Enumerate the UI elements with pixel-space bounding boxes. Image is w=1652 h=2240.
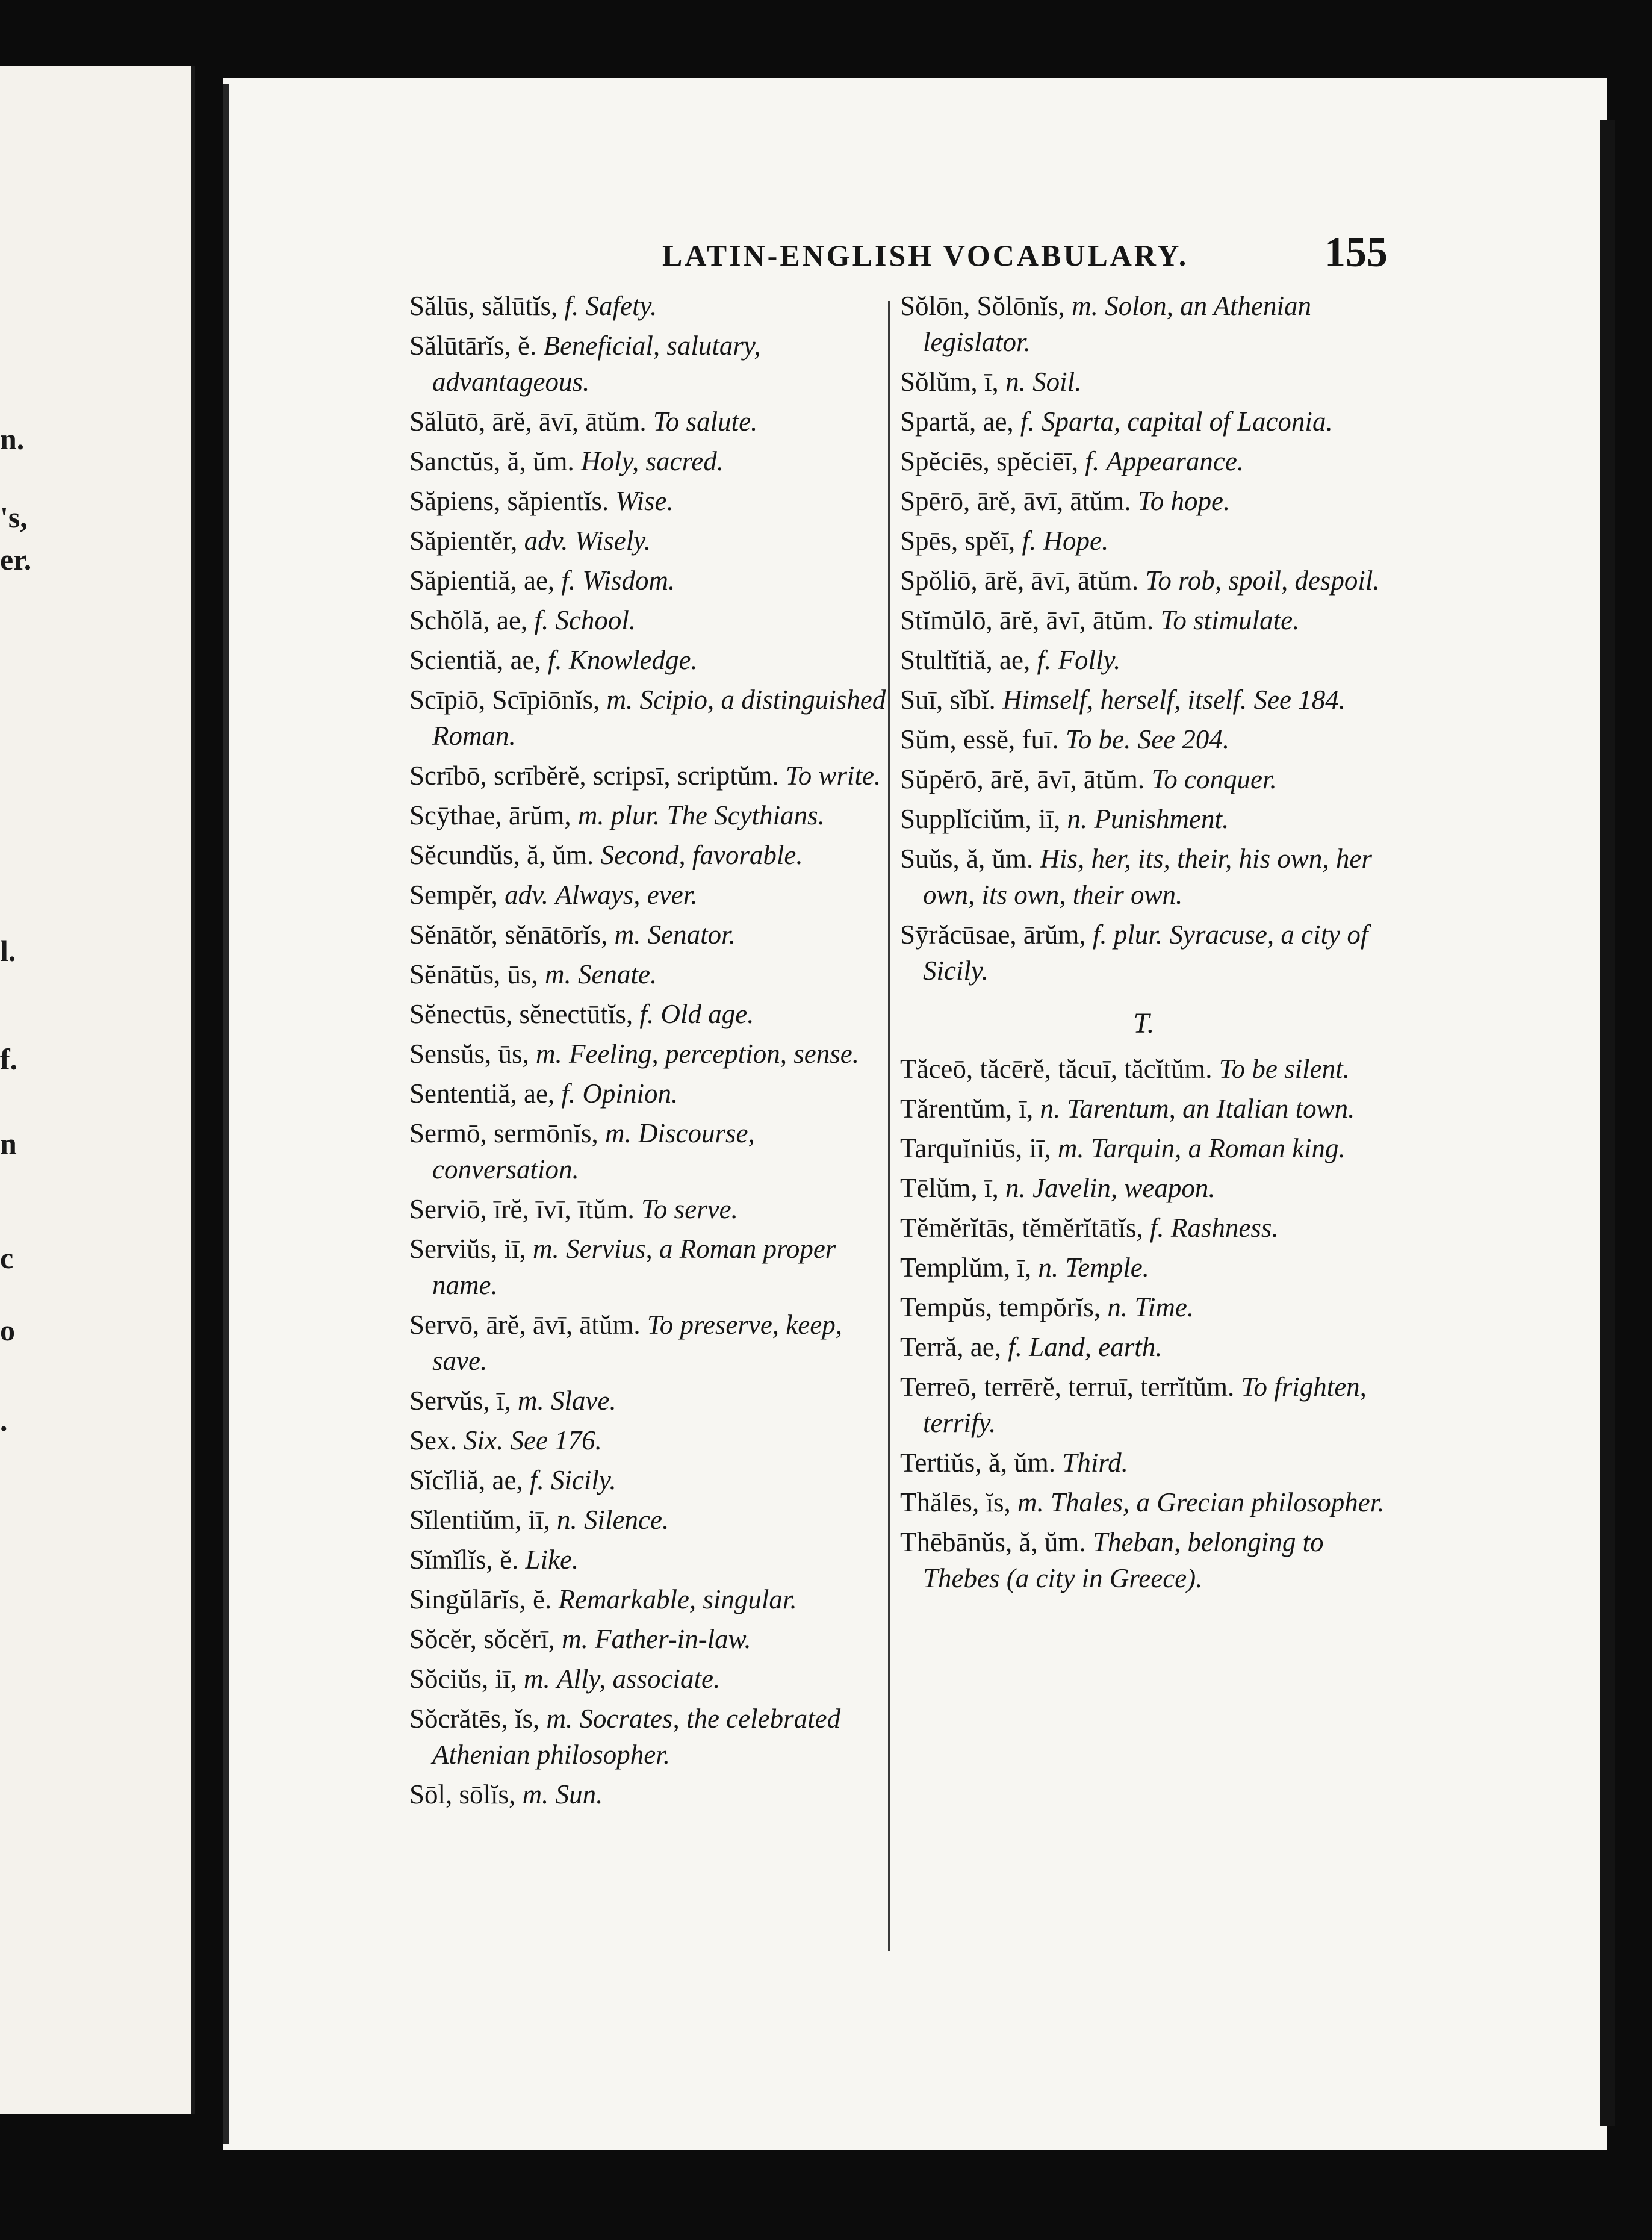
entry-forms: Sŏlōnĭs, — [977, 291, 1065, 321]
entry-headword: Spartă, — [900, 406, 977, 437]
vocab-entry — [900, 483, 1388, 519]
entry-definition: To be. See 204. — [1066, 724, 1230, 754]
vocab-entry — [409, 1036, 891, 1072]
vocab-entry — [409, 288, 891, 324]
entry-forms: ārĕ, āvī, ātŭm. — [492, 406, 647, 437]
entry-headword: Sŏlōn, — [900, 291, 970, 321]
entry-forms: tempŏrĭs, — [999, 1292, 1101, 1322]
vocab-entry — [900, 916, 1388, 989]
entry-forms: ĕ. — [500, 1545, 519, 1575]
entry-forms: essĕ, fuī. — [963, 724, 1059, 754]
entry-grammar: n. — [1038, 1252, 1059, 1283]
vocab-entry — [409, 877, 891, 913]
entry-definition: Folly. — [1058, 645, 1121, 675]
left-page-fragment: . — [0, 1404, 8, 1437]
entry-forms: sermōnĭs, — [494, 1118, 598, 1148]
vocab-entry — [409, 1307, 891, 1379]
entry-grammar: m. — [518, 1386, 544, 1416]
entry-definition: To rob, spoil, despoil. — [1145, 565, 1380, 596]
entry-grammar: f. — [639, 999, 654, 1029]
entry-forms: Scīpiōnĭs, — [492, 685, 600, 715]
entry-headword: Stultĭtiă, — [900, 645, 993, 675]
vocab-entry — [900, 1249, 1388, 1286]
entry-headword: Sensŭs, — [409, 1039, 492, 1069]
entry-definition: Sun. — [555, 1779, 603, 1809]
vocab-entry — [409, 1191, 891, 1227]
entry-headword: Terră, — [900, 1332, 964, 1362]
entry-forms: ārĕ, āvī, ātŭm. — [486, 1310, 641, 1340]
vocab-entry — [409, 1462, 891, 1498]
entry-grammar: n. — [1067, 804, 1088, 834]
vocab-entry — [409, 523, 891, 559]
vocab-entry — [900, 1329, 1388, 1365]
entry-definition: Wisdom. — [582, 565, 675, 596]
entry-headword: Scīpiō, — [409, 685, 486, 715]
entry-headword: Singŭlārĭs, — [409, 1584, 526, 1614]
vocab-entry — [900, 1369, 1388, 1441]
entry-grammar: f. — [1149, 1213, 1164, 1243]
entry-forms: ĕ. — [517, 331, 537, 361]
entry-headword: Schŏlă, — [409, 605, 490, 635]
entry-headword: Scientiă, — [409, 645, 504, 675]
entry-forms: ārĕ, āvī, ātŭm. — [984, 565, 1139, 596]
entry-definition: Senator. — [647, 919, 736, 950]
vocab-entry — [409, 328, 891, 400]
entry-forms: ĭs, — [986, 1487, 1011, 1517]
vocab-entry — [409, 682, 891, 754]
entry-definition: Theban, belonging to Thebes (a city in Greece). — [923, 1527, 1324, 1593]
entry-headword: Sĭcĭliă, — [409, 1465, 486, 1495]
entry-forms: scrībĕrĕ, scripsī, scriptŭm. — [494, 761, 779, 791]
vocab-entry — [900, 443, 1388, 479]
entry-definition: Wisely. — [574, 526, 651, 556]
entry-grammar: f. — [1008, 1332, 1022, 1362]
entry-headword: Sanctŭs, — [409, 446, 501, 476]
vocab-entry — [409, 1776, 891, 1812]
entry-definition: To conquer. — [1151, 764, 1277, 794]
entry-headword: Servŭs, — [409, 1386, 490, 1416]
entry-headword: Spŏliō, — [900, 565, 978, 596]
entry-headword: Tarquĭniŭs, — [900, 1133, 1023, 1163]
entry-definition: Wise. — [615, 486, 674, 516]
entry-definition: Like. — [525, 1545, 579, 1575]
vocab-entry — [409, 1581, 891, 1617]
entry-grammar: m. — [546, 1703, 573, 1734]
entry-forms: ārĕ, āvī, ātŭm. — [977, 486, 1131, 516]
vocab-entry — [900, 1170, 1388, 1206]
entry-forms: ă, ŭm. — [1019, 1527, 1086, 1557]
entry-forms: ă, ŭm. — [988, 1448, 1056, 1478]
vocab-entry — [409, 1700, 891, 1773]
entry-headword: Servō, — [409, 1310, 480, 1340]
entry-headword: Tăceō, — [900, 1054, 974, 1084]
vocab-entry — [900, 721, 1388, 758]
entry-grammar: n. — [1107, 1292, 1128, 1322]
entry-headword: Thălēs, — [900, 1487, 980, 1517]
entry-headword: Spĕciēs, — [900, 446, 990, 476]
entry-grammar: n. — [1005, 1173, 1026, 1203]
entry-headword: Scrībō, — [409, 761, 487, 791]
right-column-s-entries — [900, 288, 1388, 989]
entry-definition: Father-in-law. — [595, 1624, 751, 1654]
entry-headword: Spēs, — [900, 526, 958, 556]
entry-headword: Sĭlentiŭm, — [409, 1505, 522, 1535]
entry-grammar: f. — [561, 1078, 576, 1109]
entry-forms: ūs, — [507, 959, 538, 989]
entry-definition: The Scythians. — [666, 800, 825, 830]
vocab-entry — [900, 403, 1388, 440]
entry-forms: sĭbĭ. — [949, 685, 996, 715]
vocab-entry — [409, 602, 891, 638]
entry-headword: Thēbānŭs, — [900, 1527, 1013, 1557]
entry-forms: iī, — [495, 1664, 517, 1694]
left-page-fragment: n. — [0, 422, 25, 456]
entry-forms: ae, — [523, 565, 555, 596]
entry-definition: Third. — [1062, 1448, 1128, 1478]
entry-definition: Appearance. — [1106, 446, 1244, 476]
entry-definition: Thales, a Grecian philosopher. — [1050, 1487, 1385, 1517]
entry-forms: sĕnectūtĭs, — [519, 999, 633, 1029]
entry-headword: Tărentŭm, — [900, 1094, 1013, 1124]
vocab-entry — [900, 1289, 1388, 1325]
entry-forms: ae, — [492, 1465, 523, 1495]
entry-headword: Săpientiă, — [409, 565, 517, 596]
entry-grammar: n. — [557, 1505, 577, 1535]
vocab-entry — [900, 1130, 1388, 1166]
entry-forms: ūs, — [498, 1039, 529, 1069]
entry-definition: Safety. — [585, 291, 657, 321]
entry-definition: Soil. — [1032, 367, 1082, 397]
entry-headword: Sŏlŭm, — [900, 367, 978, 397]
entry-forms: ae, — [496, 605, 528, 635]
vocab-entry — [409, 797, 891, 833]
entry-grammar: m. — [536, 1039, 562, 1069]
vocab-entry — [900, 642, 1388, 678]
entry-forms: ārŭm, — [508, 800, 571, 830]
vocab-entry — [900, 562, 1388, 599]
entry-grammar: f. — [1020, 406, 1035, 437]
entry-headword: Sex. — [409, 1425, 457, 1455]
entry-definition: Temple. — [1065, 1252, 1149, 1283]
entry-headword: Sȳrăcūsae, — [900, 919, 1017, 950]
entry-forms: săpientĭs. — [507, 486, 609, 516]
entry-forms: ī, — [984, 1173, 999, 1203]
entry-definition: Tarquin, a Roman king. — [1090, 1133, 1346, 1163]
entry-headword: Serviō, — [409, 1194, 487, 1224]
vocab-entry — [900, 602, 1388, 638]
vocab-entry — [409, 1502, 891, 1538]
entry-headword: Săpientĕr, — [409, 526, 518, 556]
vocab-entry — [409, 1422, 891, 1458]
entry-definition: Syracuse, a city of Sicily. — [923, 919, 1368, 986]
entry-forms: tăcērĕ, tăcuī, tăcĭtŭm. — [980, 1054, 1213, 1084]
entry-headword: Sălūtārĭs, — [409, 331, 511, 361]
right-column-t-entries — [900, 1051, 1388, 1596]
entry-forms: ă, ŭm. — [527, 840, 594, 870]
vocab-entry — [409, 403, 891, 440]
entry-forms: spĕī, — [964, 526, 1016, 556]
entry-headword: Stĭmŭlō, — [900, 605, 993, 635]
entry-definition: Land, earth. — [1029, 1332, 1163, 1362]
entry-headword: Tertiŭs, — [900, 1448, 982, 1478]
entry-forms: ĕ. — [533, 1584, 552, 1614]
entry-grammar: n. — [1005, 367, 1026, 397]
entry-forms: spĕciēī, — [996, 446, 1079, 476]
vocab-entry — [409, 1621, 891, 1657]
entry-grammar: f. — [1022, 526, 1037, 556]
entry-headword: Sĕcundŭs, — [409, 840, 520, 870]
entry-forms: terrērĕ, terruī, terrĭtŭm. — [984, 1372, 1235, 1402]
entry-headword: Terreō, — [900, 1372, 978, 1402]
vocab-entry — [409, 1075, 891, 1112]
entry-headword: Sŏcĕr, — [409, 1624, 477, 1654]
entry-definition: Second, favorable. — [600, 840, 803, 870]
entry-forms: iī, — [1029, 1133, 1051, 1163]
entry-headword: Sōl, — [409, 1779, 453, 1809]
entry-headword: Tēlŭm, — [900, 1173, 978, 1203]
entry-forms: sălūtĭs, — [482, 291, 558, 321]
section-letter: T. — [1133, 1007, 1155, 1039]
vocab-entry — [900, 523, 1388, 559]
entry-forms: ārĕ, āvī, ātŭm. — [999, 605, 1154, 635]
right-column — [900, 288, 1388, 1600]
entry-grammar: m. — [562, 1624, 588, 1654]
entry-grammar: adv. — [524, 526, 568, 556]
entry-definition: Old age. — [660, 999, 754, 1029]
entry-definition: Discourse, conversation. — [432, 1118, 755, 1184]
entry-definition: Solon, an Athenian legislator. — [923, 291, 1311, 357]
vocab-entry — [900, 288, 1388, 360]
entry-definition: To hope. — [1137, 486, 1231, 516]
entry-definition: His, her, its, their, his own, her own, its own, their own. — [923, 844, 1372, 910]
entry-headword: Templŭm, — [900, 1252, 1011, 1283]
entry-forms: tĕmĕrĭtātĭs, — [1022, 1213, 1143, 1243]
entry-forms: iī, — [504, 1234, 526, 1264]
entry-grammar: m. plur. — [577, 800, 660, 830]
entry-grammar: m. — [605, 1118, 632, 1148]
entry-headword: Sempĕr, — [409, 880, 498, 910]
entry-grammar: f. — [1085, 446, 1100, 476]
gutter-line — [223, 84, 229, 2144]
entry-definition: Javelin, weapon. — [1032, 1173, 1216, 1203]
entry-headword: Sŏcrătēs, — [409, 1703, 508, 1734]
entry-definition: Knowledge. — [568, 645, 698, 675]
entry-forms: īrĕ, īvī, ītŭm. — [494, 1194, 635, 1224]
entry-forms: sŏcĕrī, — [483, 1624, 555, 1654]
vocab-entry — [900, 682, 1388, 718]
entry-definition: Senate. — [578, 959, 657, 989]
entry-definition: Ally, associate. — [557, 1664, 721, 1694]
entry-grammar: m. — [1057, 1133, 1084, 1163]
entry-grammar: m. — [533, 1234, 559, 1264]
entry-definition: Opinion. — [582, 1078, 678, 1109]
entry-definition: To write. — [785, 761, 881, 791]
entry-grammar: f. — [534, 605, 549, 635]
entry-definition: Rashness. — [1170, 1213, 1279, 1243]
vocab-entry — [900, 1445, 1388, 1481]
entry-headword: Tempŭs, — [900, 1292, 993, 1322]
entry-definition: To serve. — [641, 1194, 738, 1224]
entry-grammar: m. — [522, 1779, 549, 1809]
entry-definition: Servius, a Roman proper name. — [432, 1234, 836, 1300]
entry-headword: Tĕmĕrĭtās, — [900, 1213, 1016, 1243]
entry-forms: iī, — [1039, 804, 1061, 834]
entry-headword: Sălūtō, — [409, 406, 486, 437]
entry-definition: To salute. — [653, 406, 758, 437]
entry-definition: Feeling, perception, sense. — [569, 1039, 859, 1069]
entry-definition: Remarkable, singular. — [558, 1584, 797, 1614]
vocab-entry — [409, 1115, 891, 1187]
vocab-entry — [409, 1231, 891, 1303]
running-title: LATIN-ENGLISH VOCABULARY. — [662, 238, 1189, 272]
entry-grammar: f. — [561, 565, 576, 596]
entry-forms: ae, — [999, 645, 1031, 675]
vocab-entry — [900, 1090, 1388, 1127]
entry-definition: Hope. — [1043, 526, 1109, 556]
vocab-entry — [900, 1051, 1388, 1087]
entry-grammar: m. — [1072, 291, 1098, 321]
entry-grammar: adv. — [505, 880, 549, 910]
entry-definition: To stimulate. — [1160, 605, 1300, 635]
entry-grammar: m. — [524, 1664, 550, 1694]
entry-definition: Time. — [1134, 1292, 1194, 1322]
entry-forms: iī, — [528, 1505, 550, 1535]
entry-forms: ĭs, — [514, 1703, 540, 1734]
entry-forms: sĕnātōrĭs, — [505, 919, 608, 950]
entry-headword: Suŭs, — [900, 844, 960, 874]
vocab-entry — [900, 1484, 1388, 1520]
entry-forms: ārŭm, — [1023, 919, 1086, 950]
entry-definition: Himself, herself, itself. See 184. — [1002, 685, 1346, 715]
entry-grammar: m. — [606, 685, 633, 715]
entry-definition: Sicily. — [550, 1465, 616, 1495]
entry-definition: Six. See 176. — [464, 1425, 602, 1455]
entry-forms: ī, — [1019, 1094, 1034, 1124]
vocab-entry — [409, 1542, 891, 1578]
vocab-entry — [409, 443, 891, 479]
entry-grammar: n. — [1040, 1094, 1061, 1124]
entry-headword: Sŭpĕrō, — [900, 764, 984, 794]
entry-definition: To frighten, terrify. — [923, 1372, 1367, 1438]
page-number: 155 — [1324, 229, 1388, 276]
vocab-entry — [409, 916, 891, 953]
entry-headword: Sălūs, — [409, 291, 475, 321]
entry-headword: Sŭm, — [900, 724, 957, 754]
entry-definition: Holy, sacred. — [580, 446, 724, 476]
entry-headword: Sermō, — [409, 1118, 487, 1148]
left-page-fragment: c — [0, 1241, 14, 1275]
entry-definition: Sparta, capital of Laconia. — [1041, 406, 1333, 437]
left-page-fragment: er. — [0, 543, 32, 576]
left-column — [409, 288, 891, 1816]
entry-grammar: m. — [545, 959, 571, 989]
entry-forms: ae, — [970, 1332, 1001, 1362]
page-edge — [1600, 120, 1615, 2126]
entry-grammar: f. — [1037, 645, 1052, 675]
vocab-entry — [409, 956, 891, 992]
entry-grammar: m. — [1017, 1487, 1044, 1517]
entry-grammar: f. — [529, 1465, 544, 1495]
entry-forms: ī, — [984, 367, 999, 397]
vocab-entry — [409, 996, 891, 1032]
entry-definition: To be silent. — [1219, 1054, 1350, 1084]
vocab-entry — [900, 761, 1388, 797]
entry-headword: Supplĭciŭm, — [900, 804, 1032, 834]
entry-headword: Sĕnātŭs, — [409, 959, 501, 989]
entry-forms: ă, ŭm. — [966, 844, 1034, 874]
entry-forms: sōlĭs, — [459, 1779, 516, 1809]
entry-headword: Sĕnectūs, — [409, 999, 513, 1029]
entry-definition: Beneficial, salutary, advantageous. — [432, 331, 761, 397]
vocab-entry — [409, 1661, 891, 1697]
vocab-entry — [900, 841, 1388, 913]
entry-headword: Scȳthae, — [409, 800, 502, 830]
left-page-fragment: n — [0, 1127, 17, 1160]
entry-grammar: f. — [547, 645, 562, 675]
vocab-entry — [409, 642, 891, 678]
vocab-entry — [900, 364, 1388, 400]
entry-headword: Spērō, — [900, 486, 970, 516]
entry-grammar: f. plur. — [1092, 919, 1163, 950]
entry-definition: Silence. — [584, 1505, 669, 1535]
entry-headword: Sĭmĭlĭs, — [409, 1545, 493, 1575]
vocab-entry — [900, 1210, 1388, 1246]
entry-headword: Sĕnātŏr, — [409, 919, 498, 950]
entry-definition: To preserve, keep, save. — [432, 1310, 842, 1376]
entry-forms: ārĕ, āvī, ātŭm. — [990, 764, 1145, 794]
entry-definition: Socrates, the celebrated Athenian philosopher. — [432, 1703, 841, 1770]
entry-headword: Serviŭs, — [409, 1234, 498, 1264]
entry-forms: ae, — [983, 406, 1014, 437]
vocab-entry — [900, 801, 1388, 837]
left-page-fragment: 's, — [0, 500, 28, 534]
entry-headword: Sententiă, — [409, 1078, 517, 1109]
entry-grammar: m. — [614, 919, 641, 950]
entry-forms: ae, — [523, 1078, 555, 1109]
entry-definition: Slave. — [551, 1386, 616, 1416]
entry-headword: Săpiens, — [409, 486, 501, 516]
entry-forms: ae, — [510, 645, 541, 675]
left-page-edge — [0, 66, 195, 2114]
left-page-fragment: f. — [0, 1042, 18, 1076]
vocab-entry — [409, 758, 891, 794]
left-page-fragment: o — [0, 1313, 15, 1347]
left-page-fragment: l. — [0, 934, 16, 968]
entry-definition: Always, ever. — [555, 880, 698, 910]
vocab-entry — [409, 1383, 891, 1419]
entry-headword: Suī, — [900, 685, 943, 715]
entry-forms: ī, — [1017, 1252, 1032, 1283]
entry-definition: Tarentum, an Italian town. — [1067, 1094, 1355, 1124]
entry-grammar: f. — [564, 291, 579, 321]
entry-definition: Punishment. — [1094, 804, 1229, 834]
vocab-entry — [409, 562, 891, 599]
vocab-entry — [409, 483, 891, 519]
vocab-entry — [409, 837, 891, 873]
vocab-entry — [900, 1524, 1388, 1596]
entry-forms: ă, ŭm. — [507, 446, 574, 476]
entry-forms: ī, — [497, 1386, 511, 1416]
entry-definition: School. — [555, 605, 636, 635]
entry-headword: Sŏciŭs, — [409, 1664, 489, 1694]
entry-definition: Scipio, a distinguished Roman. — [432, 685, 886, 751]
